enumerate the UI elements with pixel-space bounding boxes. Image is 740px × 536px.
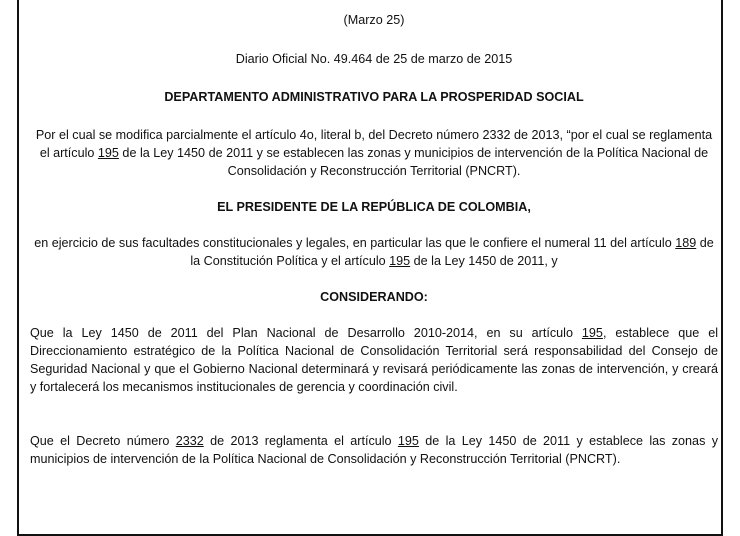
department-heading: DEPARTAMENTO ADMINISTRATIVO PARA LA PROSPERIDAD SOCIAL — [164, 90, 584, 104]
considerando-2-text-2: de 2013 reglamenta el artículo — [203, 434, 398, 448]
summary-text-1: Por el cual se modifica parcialmente el artículo 4o, literal b, del Decreto número 2332 de 2013, “por el cual se reglamenta el artículo — [35, 128, 713, 160]
powers-text-3: de la Ley 1450 de 2011, y — [410, 254, 558, 268]
summary-text-2: de la Ley 1450 de 2011 y se establecen las zonas y municipios de intervención de la Política Nacional de Consolidación y Reconstrucción Territorial (PNCRT). — [118, 146, 709, 178]
summary-ref-article-195[interactable]: 195 — [97, 146, 119, 160]
diario-oficial-line: Diario Oficial No. 49.464 de 25 de marzo de 2015 — [235, 52, 513, 66]
considerando-1-text-1: Que la Ley 1450 de 2011 del Plan Nacional de Desarrollo 2010-2014, en su artículo — [30, 326, 582, 340]
president-heading: EL PRESIDENTE DE LA REPÚBLICA DE COLOMBIA, — [217, 200, 531, 214]
powers-text-2: de la Constitución Política y el artículo — [190, 236, 714, 268]
considerando-2-ref-article-195[interactable]: 195 — [397, 434, 419, 448]
date-line: (Marzo 25) — [343, 13, 405, 27]
considerando-1-ref-article-195[interactable]: 195 — [581, 326, 603, 340]
considerando-heading: CONSIDERANDO: — [320, 290, 428, 304]
considerando-2-text-1: Que el Decreto número — [30, 434, 176, 448]
powers-text-1: en ejercicio de sus facultades constitucionales y legales, en particular las que le confiere el numeral 11 del artículo — [34, 236, 676, 250]
considerando-1-text-2: , establece que el Direccionamiento estratégico de la Política Nacional de Consolidación Territorial será responsabilidad del Consejo de Seguridad Nacional y que el Gobierno Nacional determinará y revisará periódicamente las zonas de intervención, y creará y fortalecerá los mecanismos institucionales de gerencia y coordinación civil. — [30, 326, 718, 394]
considerando-paragraph-1 — [30, 324, 718, 396]
decree-summary — [30, 126, 718, 180]
considerando-2-text-3: de la Ley 1450 de 2011 y establece las zonas y municipios de intervención de la Política Nacional de Consolidación y Reconstrucción Territorial (PNCRT). — [30, 434, 718, 466]
considerando-2-ref-decree-2332[interactable]: 2332 — [175, 434, 204, 448]
powers-ref-article-189[interactable]: 189 — [675, 236, 697, 250]
powers-paragraph — [30, 234, 718, 270]
considerando-paragraph-2 — [30, 432, 718, 468]
powers-ref-article-195[interactable]: 195 — [389, 254, 411, 268]
